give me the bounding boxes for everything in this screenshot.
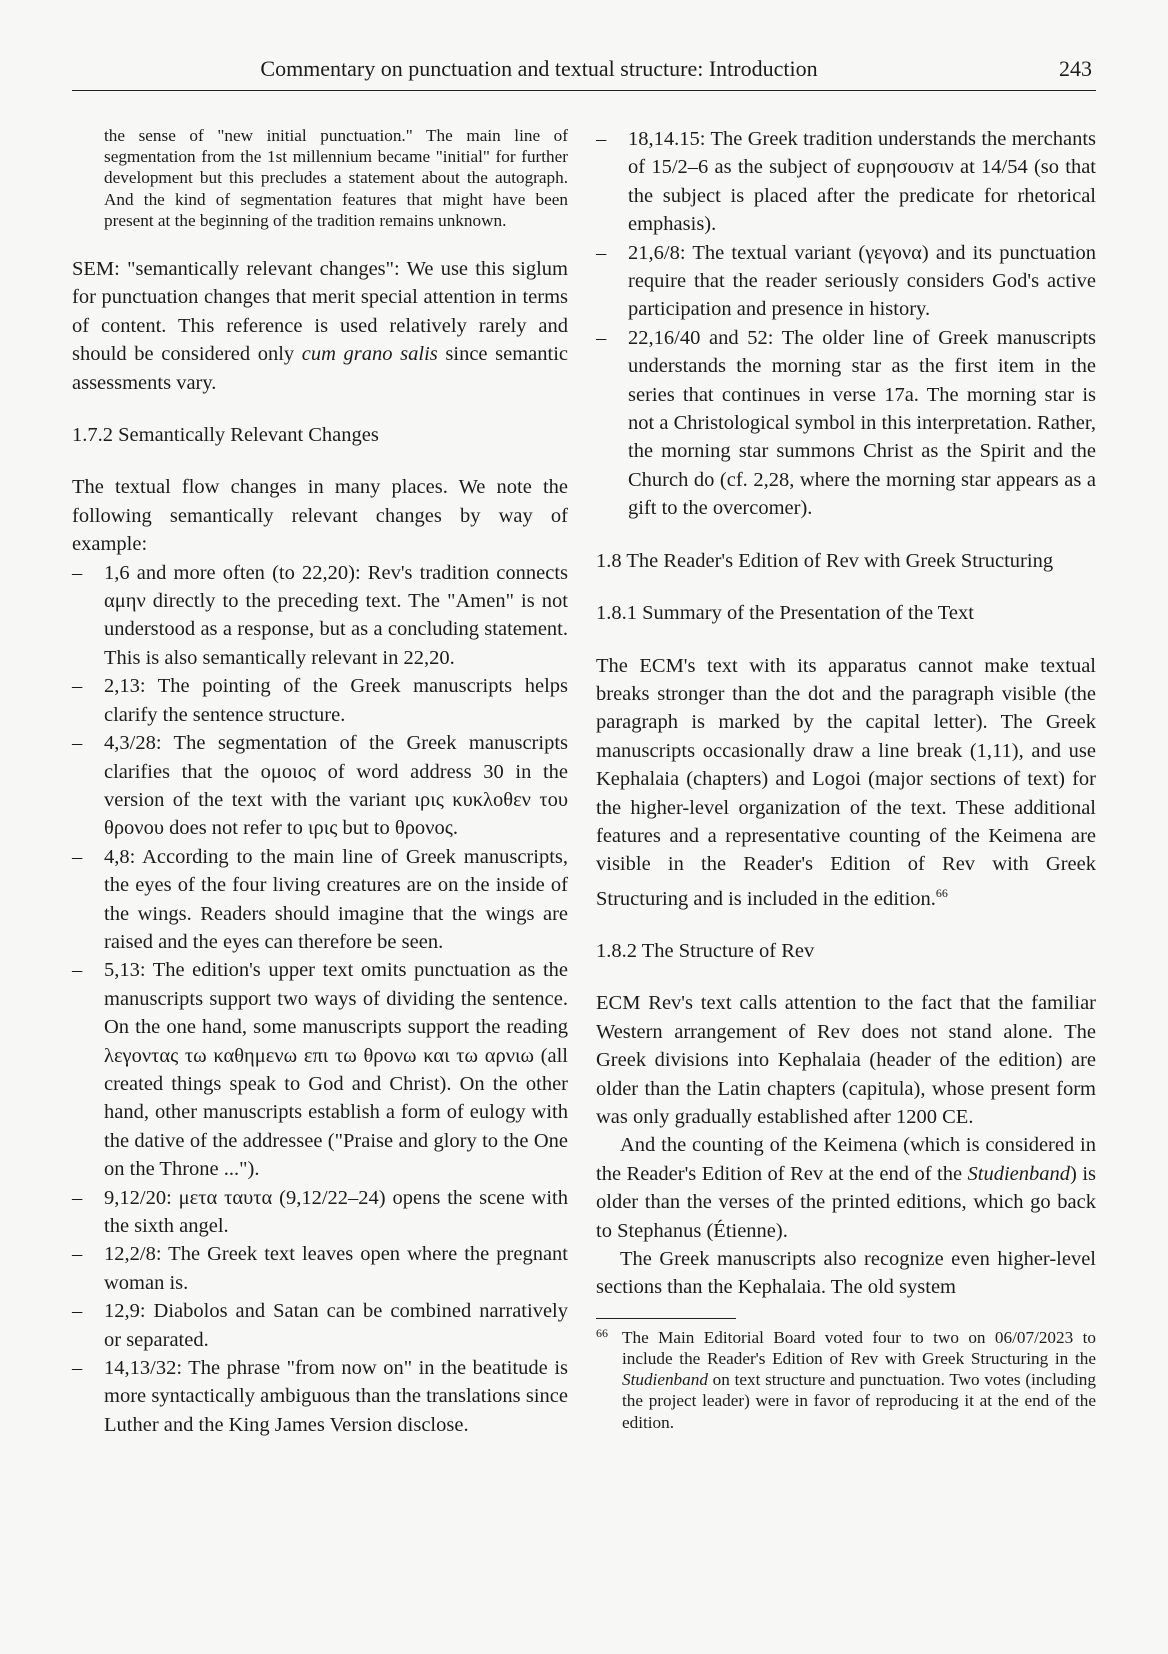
section-heading-1-8-2: 1.8.2 The Structure of Rev	[596, 939, 815, 962]
paragraph-1-8-2-c: The Greek manuscripts also recognize even higher-level sections than the Kephalaia. The old system	[596, 1248, 1096, 1299]
section-heading-1-8-1: 1.8.1 Summary of the Presentation of the Text	[596, 602, 974, 625]
list-item: – 5,13: The edition's upper text omits punctuation as the manuscripts support two ways of dividing the sentence. On the one hand, some manuscripts support the reading λεγοντας τω καθημενω επι τω θρονω και τω αρνιω (all created things speak to God and Christ). On the other hand, other manuscripts establish a form of eulogy with the dative of the addressee ("Praise and glory to the One on the Throne ...").	[72, 956, 568, 1183]
footnote-number: 66	[596, 1325, 608, 1340]
running-title: Commentary on punctuation and textual structure: Introduction	[260, 56, 818, 81]
page-number: 243	[1059, 56, 1092, 81]
right-column	[596, 125, 1096, 1433]
list-item: – 18,14.15: The Greek tradition understands the merchants of 15/2–6 as the subject of ευρησουσιν at 14/54 (so that the subject is placed after the predicate for rhetorical emphasis).	[596, 125, 1096, 239]
block-quote: the sense of "new initial punctuation." The main line of segmentation from the 1st millennium became "initial" for further development but this precludes a statement about the autograph. And the kind of segmentation features that might have been present at the beginning of the tradition remains unknown.	[104, 126, 568, 230]
left-column	[72, 125, 568, 1439]
list-item: – 4,8: According to the main line of Greek manuscripts, the eyes of the four living creatures are on the inside of the wings. Readers should imagine that the wings are raised and the eyes can therefore be seen.	[72, 843, 568, 957]
section-heading-1-7-2: 1.7.2 Semantically Relevant Changes	[72, 424, 379, 447]
list-item: – 2,13: The pointing of the Greek manuscripts helps clarify the sentence structure.	[72, 672, 568, 729]
section-heading-1-8: 1.8 The Reader's Edition of Rev with Greek Structuring	[596, 549, 1054, 572]
sem-paragraph: SEM: "semantically relevant changes": We use this siglum for punctuation changes that merit special attention in terms of content. This reference is used relatively rarely and should be considered only cum grano salis since semantic assessments vary.	[72, 258, 569, 394]
list-item: – 4,3/28: The segmentation of the Greek manuscripts clarifies that the ομοιος of word address 30 in the version of the text with the variant ιρις κυκλοθεν του θρονου does not refer to ιρις but to θρονος.	[72, 729, 568, 843]
paragraph-1-8-2-a: ECM Rev's text calls attention to the fact that the familiar Western arrangement of Rev does not stand alone. The Greek divisions into Kephalaia (header of the edition) are older than the Latin chapters (capitula), whose present form was only gradually established after 1200 CE.	[596, 992, 1096, 1129]
intro-paragraph: The textual flow changes in many places. We note the following semantically relevant changes by way of example:	[72, 476, 568, 556]
paragraph-1-8-1: The ECM's text with its apparatus cannot make textual breaks stronger than the dot and the paragraph visible (the paragraph is marked by the capital letter). The Greek manuscripts occasionally draw a line break (1,11), and use Kephalaia (chapters) and Logoi (major sections of text) for the higher-level organization of the text. These additional features and a representative counting of the Keimena are visible in the Reader's Edition of Rev with Greek Structuring and is included in the edition.$^{66}$	[596, 654, 1096, 910]
running-header	[72, 56, 1096, 91]
list-item: – 14,13/32: The phrase "from now on" in the beatitude is more syntactically ambiguous than the translations since Luther and the King James Version disclose.	[72, 1354, 568, 1439]
list-item: – 9,12/20: μετα ταυτα (9,12/22–24) opens the scene with the sixth angel.	[72, 1184, 568, 1241]
list-item: – 1,6 and more often (to 22,20): Rev's tradition connects αμην directly to the preceding text. The "Amen" is not understood as a response, but as a concluding statement. This is also semantically relevant in 22,20.	[72, 559, 568, 673]
list-item: – 12,9: Diabolos and Satan can be combined narratively or separated.	[72, 1297, 568, 1354]
list-item: – 22,16/40 and 52: The older line of Greek manuscripts understands the morning star as the first item in the series that continues in verse 17a. The morning star is not a Christological symbol in this interpretation. Rather, the morning star summons Christ as the Spirit and the Church do (cf. 2,28, where the morning star appears as a gift to the overcomer).	[596, 324, 1096, 523]
semantic-changes-list-continued	[596, 125, 1096, 523]
semantic-changes-list	[72, 559, 568, 1440]
footnote-reference: 66	[935, 885, 948, 900]
list-item: – 12,2/8: The Greek text leaves open where the pregnant woman is.	[72, 1240, 568, 1297]
list-item: – 21,6/8: The textual variant (γεγονα) and its punctuation require that the reader seriously considers God's active participation and presence in history.	[596, 239, 1096, 324]
footnote: 66 The Main Editorial Board voted four to two on 06/07/2023 to include the Reader's Edition of Rev with Greek Structuring in the Studienband on text structure and punctuation. Two votes (including the project leader) were in favor of reproducing it at the end of the edition.	[596, 1327, 1096, 1433]
paragraph-1-8-2-b: And the counting of the Keimena (which is considered in the Reader's Edition of Rev at the end of the Studienband) is older than the verses of the printed editions, which go back to Stephanus (Étienne).	[596, 1134, 1097, 1242]
footnote-rule	[596, 1318, 736, 1319]
